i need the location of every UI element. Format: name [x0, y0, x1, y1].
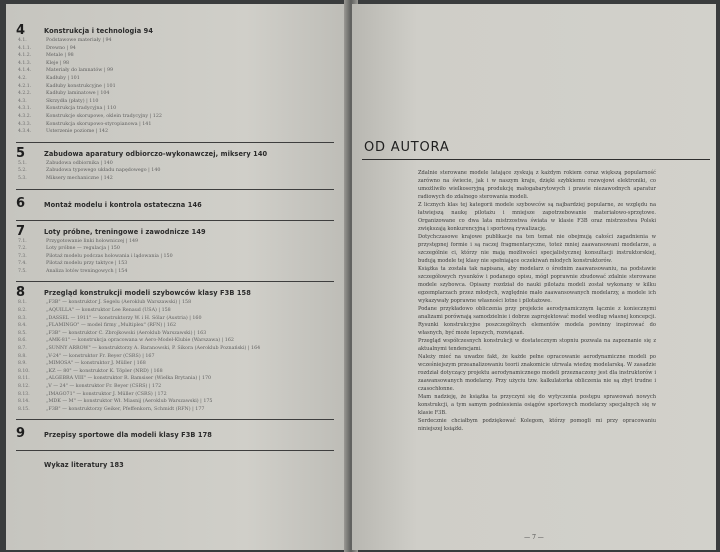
entry-number: 5.1. — [18, 160, 27, 166]
entry-text: „AMK-81" — konstrukcja opracowana w Aero-Model-Klubie (Warszawa) | 162 — [46, 338, 234, 344]
entry-number: 8.4. — [18, 323, 27, 329]
entry-number: 8.2. — [18, 308, 27, 314]
chapter-heading — [16, 225, 334, 238]
right-page — [352, 4, 716, 550]
chapter-heading — [16, 24, 334, 37]
chapter-heading — [16, 424, 334, 444]
entry-text: Zabudowa odbiornika | 140 — [46, 160, 113, 166]
toc-entry — [16, 75, 334, 83]
preface-paragraph: Zdalnie sterowane modele latające zyskują z każdym rokiem coraz większą popularność zarówno na świecie, jak i w naszym kraju, dzięki szybkiemu rozwojowi elektroniki, co umożliwiło wielkoseryjną produkcję małogabarytowych i prawie niezawodnych aparatur radiowych do zdalnego sterowania modeli. — [418, 170, 656, 200]
entry-text: „F3B" — konstruktorzy Geiker, Pfeffenkorn, Schmidt (RFN) | 177 — [46, 406, 205, 412]
toc-entry — [16, 238, 334, 246]
toc-entry — [16, 113, 334, 121]
toc-entry — [16, 83, 334, 91]
entry-number: 4.1.3. — [18, 60, 32, 66]
chapter-title: Zabudowa aparatury odbiorczo-wykonawczej, miksery 140 — [44, 149, 268, 158]
toc-entry — [16, 175, 334, 183]
toc-chapter — [16, 221, 334, 283]
toc-entry — [16, 398, 334, 406]
entry-text: „V-24" — konstruktor Fr. Beyer (CSRS) | 167 — [46, 353, 155, 359]
entry-text: „ALGEBRA VIII" — konstruktor R. Bamsiser (Wielka Brytania) | 170 — [46, 376, 212, 382]
toc-entry — [16, 330, 334, 338]
toc-chapter — [16, 282, 334, 420]
entry-number: 5.2. — [18, 168, 27, 174]
toc-entry — [16, 383, 334, 391]
entry-number: 8.8. — [18, 353, 27, 359]
toc-entry — [16, 52, 334, 60]
chapter-heading — [16, 286, 334, 299]
preface-paragraph: Mam nadzieję, że książka ta przyczyni się do wytyczenia postępu sprawowań nowych konstrukcji, a tym samym podniesienia osiągów sportowych modelarzy specjalnych się w klasie F3B. — [418, 394, 656, 416]
entry-number: 8.7. — [18, 346, 27, 352]
toc-chapter — [16, 420, 334, 451]
entry-text: Skrzydła (płaty) | 110 — [46, 98, 99, 104]
entry-text: Usterzenie poziome | 142 — [46, 129, 109, 135]
entry-text: „AQUILLA" — konstruktor Lee Renaud (USA) | 158 — [46, 308, 171, 314]
entry-text: „V — 24" — konstruktor Fr. Beyer (CSRS) | 172 — [46, 384, 162, 389]
preface-paragraph: Książka ta została tak napisana, aby modelarz o średnim zaawansowaniu, na podstawie szczegółowych rysunków i podanego opisu, mógł poprawnie zbudować zdalnie sterowane modele szybowca. Opisany rozdział do nauki pilotażu modeli został wykonany w kilku egzemplarzach przez młodych, względnie mało zaawansowanych modelarzy, a modele ich wykazywały poprawne własności lotne i pilotażowe. — [418, 266, 656, 304]
entry-number: 4.3.2. — [18, 113, 32, 119]
entry-number: 5.3. — [18, 175, 27, 181]
entry-number: 7.1. — [18, 238, 27, 244]
entry-number: 8.5. — [18, 330, 27, 336]
entry-text: „F3B" — konstruktor J. Segelu (Aeroklub Warszawski) | 158 — [46, 300, 192, 306]
entry-number: 4.2.1. — [18, 83, 32, 89]
entry-text: Pilotaż modelu podczas holowania i lądowania | 150 — [46, 253, 173, 259]
entry-number: 4.1.4. — [18, 68, 32, 74]
heading-rule — [362, 159, 710, 160]
entry-text: „FLAMINGO" — model firmy „Multiplex" (RFN) | 162 — [46, 323, 177, 329]
chapter-heading — [16, 147, 334, 160]
entry-number: 4.2. — [18, 75, 27, 81]
entry-number: 8.1. — [18, 300, 27, 306]
toc-entry — [16, 406, 334, 414]
chapter-heading — [16, 455, 334, 473]
toc-entry — [16, 253, 334, 261]
entry-text: Podstawowe materiały | 94 — [46, 38, 112, 43]
toc-entry — [16, 360, 334, 368]
entry-text: Materiały do lamnatów | 99 — [46, 68, 114, 74]
toc-entry — [16, 105, 334, 113]
toc-entry — [16, 167, 334, 175]
toc-entry — [16, 67, 334, 75]
entry-number: 7.3. — [18, 253, 27, 259]
entry-number: 8.14. — [18, 399, 30, 405]
toc-entry — [16, 121, 334, 129]
toc-entry — [16, 128, 334, 136]
entry-text: Kleje | 98 — [46, 60, 70, 66]
entry-number: 8.15. — [18, 406, 30, 412]
entry-text: Kadłuby konstrukcyjne | 101 — [46, 83, 116, 89]
entry-number: 4.3.3. — [18, 121, 32, 127]
entry-text: Konstrukcje skorupowe, oklein tradycyjny | 122 — [46, 113, 162, 119]
entry-number: 7.2. — [18, 246, 27, 252]
preface-paragraph: Dotychczasowe krajowe publikacje na ten temat nie obejmują całości zagadnienia w przystępnej formie i są raczej fragmentaryczne, toteż mniej zaawansowani modelarze, a szczególnie ci, którzy nie mają możliwości specjalistycznej konsultacji instruktorskiej, budują modele tej klasy nie spełniające oczekiwań młodych konstruktorów. — [418, 234, 656, 264]
preface-paragraph: Podane przykładowo obliczenia przy projekcie aerodynamicznym łącznie z koniecznymi analizami porównają samodzielnie i dobrze zaprojektować model według własnej koncepcji. Rysunki konstrukcyjne poszczególnych elementów modela powinny inspirować do własnych, być może lepszych, rozwiązań. — [418, 306, 656, 336]
entry-text: „SUNNY ARROW" — konstruktorzy A. Baranowski, P. Sikora (Aeroklub Poznański) | 164 — [46, 346, 261, 352]
left-page — [6, 4, 350, 550]
entry-text: „IMAGO71" — konstruktor J. Müller (CSRS) | 172 — [46, 391, 167, 397]
toc-entry — [16, 268, 334, 276]
toc-chapter — [16, 143, 334, 190]
toc-entry — [16, 353, 334, 361]
chapter-number: 7 — [16, 223, 26, 239]
entry-number: 7.5. — [18, 268, 27, 274]
entry-text: Metale | 98 — [46, 53, 74, 59]
toc-entry — [16, 260, 334, 268]
page-number: — 7 — — [524, 534, 544, 541]
entry-number: 4.3. — [18, 98, 27, 104]
entry-number: 8.11. — [18, 376, 30, 382]
entry-text: „MDK — M" — konstruktor Wł. Miasnij (Aeroklub Warszawski) | 175 — [46, 399, 213, 405]
toc-entry — [16, 337, 334, 345]
entry-text: „MIMOSA" — konstruktor J. Müller | 168 — [46, 361, 146, 367]
entry-number: 4.3.4. — [18, 129, 32, 135]
entry-number: 8.10. — [18, 368, 30, 374]
toc-entry — [16, 315, 334, 323]
chapter-number: 8 — [16, 285, 26, 301]
toc-entry — [16, 37, 334, 45]
toc-entry — [16, 391, 334, 399]
entry-text: Kadłuby laminatowe | 104 — [46, 91, 110, 97]
entry-text: Konstrukcja skorupowo-styropianowa | 141 — [46, 121, 152, 127]
entry-text: „DASSEL — 1911" — konstruktorzy W. i H. Sölar (Austria) | 160 — [46, 315, 202, 321]
entry-text: „KZ — 80" — konstruktor K. Töpler (NRD) | 168 — [46, 368, 163, 374]
entry-number: 8.12. — [18, 384, 30, 389]
chapter-title: Przegląd konstrukcji modeli szybowców klasy F3B 158 — [44, 289, 251, 298]
toc-entry — [16, 45, 334, 53]
toc-chapter — [16, 451, 334, 479]
chapter-number: 5 — [16, 145, 26, 161]
entry-number: 4.2.2. — [18, 91, 32, 97]
entry-number: 4.3.1. — [18, 106, 32, 112]
entry-number: 4.1.1. — [18, 45, 32, 51]
preface-paragraph: Serdecznie chciałbym podziękować Kolegom, którzy pomogli mi przy opracowaniu niniejszej książki. — [418, 418, 656, 432]
toc-entry — [16, 98, 334, 106]
entry-text: Analiza lotów treningowych | 154 — [46, 268, 128, 274]
entry-text: Kadłuby | 101 — [46, 75, 80, 81]
entry-number: 8.6. — [18, 338, 27, 344]
entry-number: 8.13. — [18, 391, 30, 397]
entry-text: Drewno | 94 — [46, 45, 76, 51]
toc-entry — [16, 307, 334, 315]
chapter-title: Montaż modelu i kontrola ostateczna 146 — [44, 200, 202, 209]
entry-text: Miksery mechaniczne | 142 — [46, 175, 113, 181]
toc-entry — [16, 322, 334, 330]
entry-number: 4.1.2. — [18, 53, 32, 59]
entry-text: Pilotaż modelu przy taktyce | 153 — [46, 261, 128, 267]
toc-entry — [16, 160, 334, 168]
entry-text: Zabudowa typowego układu napędowego | 140 — [46, 168, 161, 174]
entry-number: 4.1. — [18, 38, 27, 43]
entry-number: 7.4. — [18, 261, 27, 267]
toc-entry — [16, 90, 334, 98]
entry-text: Przygotowanie linki holowniczej | 149 — [46, 238, 139, 244]
chapter-title: Konstrukcja i technologia 94 — [44, 27, 154, 35]
page-heading: OD AUTORA — [364, 140, 450, 155]
toc-entry — [16, 345, 334, 353]
chapter-number: 4 — [16, 23, 26, 38]
table-of-contents — [16, 20, 334, 479]
toc-chapter — [16, 190, 334, 221]
entry-number: 8.3. — [18, 315, 27, 321]
toc-entry — [16, 245, 334, 253]
entry-text: Loty próbne — regulacja | 150 — [46, 246, 120, 252]
preface-paragraph: Z licznych klas tej kategorii modele szybowców są najbardziej popularne, ze względu na łatwiejszą naukę pilotażu i mniejsze zapotrzebowanie materiałowo-sprzętowe. Organizowane co dwa lata mistrzostwa świata w klasie F3B oraz mistrzostwa Polski zwiększają konkurencyjną i sportową rywalizację. — [418, 202, 656, 232]
chapter-title: Wykaz literatury 183 — [44, 461, 124, 470]
entry-text: Konstrukcja tradycyjna | 110 — [46, 106, 117, 112]
toc-entry — [16, 368, 334, 376]
chapter-title: Loty próbne, treningowe i zawodnicze 149 — [44, 227, 206, 236]
toc-entry — [16, 60, 334, 68]
preface-paragraph: Przegląd współczesnych konstrukcji w dostatecznym stopniu pozwala na zapoznanie się z aktualnymi tendencjami. — [418, 338, 656, 352]
toc-entry — [16, 375, 334, 383]
entry-text: „F3B" — konstruktor C. Zbrojkowski (Aeroklub Warszawski) | 163 — [46, 330, 207, 336]
toc-entry — [16, 299, 334, 307]
entry-number: 8.9. — [18, 361, 27, 367]
chapter-heading — [16, 194, 334, 214]
chapter-number: 9 — [16, 426, 26, 442]
chapter-title: Przepisy sportowe dla modeli klasy F3B 178 — [44, 431, 212, 440]
toc-chapter — [16, 20, 334, 143]
chapter-number: 6 — [16, 195, 26, 211]
author-preface — [418, 169, 656, 433]
preface-paragraph: Należy mieć na uwadze fakt, że każde pełne opracowanie aerodynamiczne modeli po wcześniejszym przeanalizowaniu teorii znakomicie utrwala wiedzę modelarską. W zasadzie rozdział dotyczący projektu aerodynamicznego modeli przeznaczony jest dla instruktorów i zaawansowanych modelarzy. Przy użyciu tzw. kalkulatorka obliczenia nie są zbyt trudne i czasochłonne. — [418, 354, 656, 392]
